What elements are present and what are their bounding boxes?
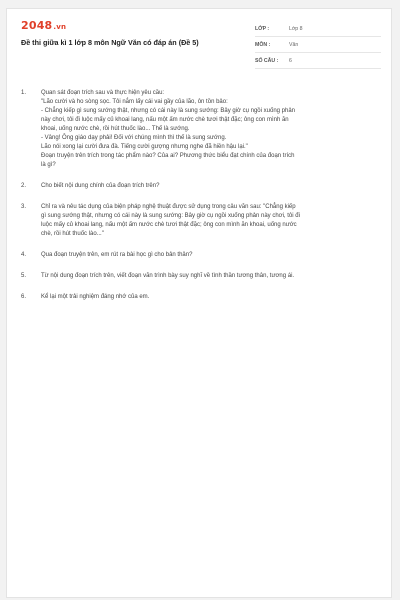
question-line: Lão nói xong lại cười đưa đà. Tiếng cười gượng nhưng nghe đã hiền hậu lại."	[41, 144, 248, 150]
question-line: là gì?	[41, 162, 56, 168]
question-item	[21, 203, 381, 239]
question-line: - Vâng! Ông giáo dạy phải! Đối với chúng mình thì thế là sung sướng.	[41, 135, 227, 141]
question-text	[41, 272, 371, 281]
question-line: Kể lại một trải nghiệm đáng nhớ của em.	[41, 294, 150, 300]
question-item	[21, 251, 381, 260]
meta-row-subject	[255, 37, 381, 53]
meta-row-count	[255, 53, 381, 69]
question-line: "Lão cười và ho sòng sọc. Tôi nắm lấy cái vai gầy của lão, ôn tồn bảo:	[41, 99, 228, 105]
question-number: 6.	[21, 294, 27, 300]
question-text	[41, 182, 371, 191]
question-line: chè, rồi hút thuốc lào..."	[41, 231, 104, 237]
exam-title: Đề thi giữa kì 1 lớp 8 môn Ngữ Văn có đáp án (Đề 5)	[21, 38, 199, 47]
question-number: 5.	[21, 273, 27, 279]
meta-value: Văn	[289, 41, 299, 48]
question-number: 2.	[21, 183, 27, 189]
question-line: Đoạn truyện trên trích trong tác phẩm nào? Của ai? Phương thức biểu đạt chính của đoạn trích	[41, 153, 295, 159]
exam-meta	[255, 21, 381, 69]
question-item	[21, 272, 381, 281]
question-line: Quan sát đoạn trích sau và thực hiện yêu cầu:	[41, 90, 165, 96]
site-logo[interactable]	[21, 19, 66, 32]
meta-value: 6	[289, 57, 292, 64]
question-line: Từ nội dung đoạn trích trên, viết đoạn văn trình bày suy nghĩ về tình thần tương thân, tương ái.	[41, 273, 295, 279]
question-item	[21, 182, 381, 191]
question-list	[21, 89, 381, 314]
question-number: 1.	[21, 90, 27, 96]
meta-label: LỚP :	[255, 25, 270, 32]
question-line: luộc mấy củ khoai lang, nấu một ấm nước chè tươi thật đặc; ông con mình ăn khoai, uống nước	[41, 222, 297, 228]
logo-domain: .vn	[53, 23, 67, 31]
question-line: Cho biết nội dung chính của đoạn trích trên?	[41, 183, 160, 189]
question-text	[41, 89, 371, 170]
question-line: - Chẳng kiếp gì sung sướng thật, nhưng có cái này là sung sướng: Bây giờ cụ ngồi xuống phản	[41, 108, 296, 114]
meta-label: MÔN :	[255, 41, 271, 48]
question-number: 3.	[21, 204, 27, 210]
meta-label: SỐ CÂU :	[255, 57, 279, 64]
question-number: 4.	[21, 252, 27, 258]
logo-text: 2048	[21, 19, 53, 32]
meta-row-class	[255, 21, 381, 37]
question-item	[21, 89, 381, 170]
question-text	[41, 203, 371, 239]
question-line: này chơi, tôi đi luộc mấy củ khoai lang, nấu một ấm nước chè tươi thật đặc; ông con mình ăn	[41, 117, 289, 123]
meta-value: Lớp 8	[289, 25, 303, 32]
exam-sheet	[6, 8, 392, 598]
question-text	[41, 293, 371, 302]
question-line: Chỉ ra và nêu tác dụng của biện pháp nghệ thuật được sử dụng trong câu văn sau: "Chẳng kiếp	[41, 204, 296, 210]
question-item	[21, 293, 381, 302]
question-text	[41, 251, 371, 260]
question-line: gì sung sướng thật, nhưng có cái này là sung sướng: Bây giờ cụ ngồi xuống phản này chơi, tôi đi	[41, 213, 300, 219]
question-line: Qua đoạn truyện trên, em rút ra bài học gì cho bản thân?	[41, 252, 193, 258]
question-line: khoai, uống nước chè, rồi hút thuốc lào... Thế là sướng.	[41, 126, 190, 132]
